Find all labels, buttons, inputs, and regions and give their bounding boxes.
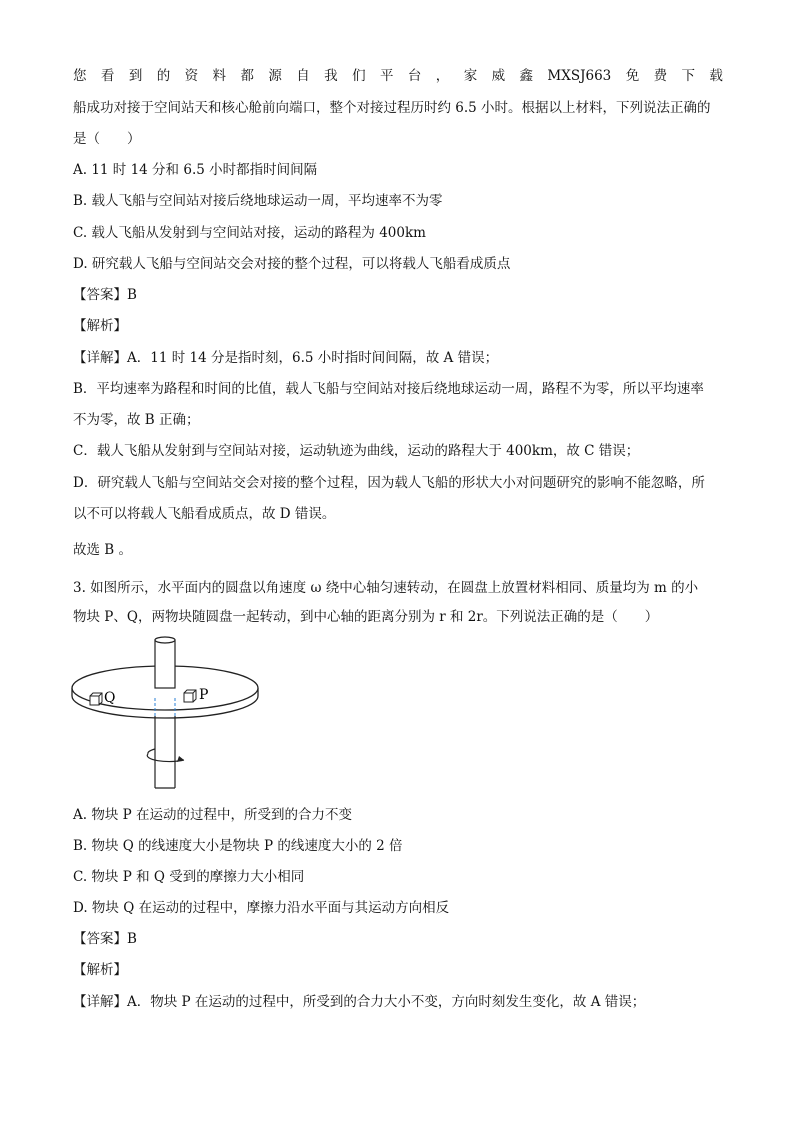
axis-upper xyxy=(155,640,175,688)
q3-analysis-heading: 【解析】 xyxy=(73,962,127,978)
q2-stem-line2: 是（ ） xyxy=(73,131,141,147)
q2-answer: 【答案】B xyxy=(73,287,137,303)
q2-stem-line1: 船成功对接于空间站天和核心舱前向端口，整个对接过程历时约 6.5 小时。根据以上材料，下列说法正确的 xyxy=(73,100,711,116)
q2-option-d: D. 研究载人飞船与空间站交会对接的整个过程，可以将载人飞船看成质点 xyxy=(73,256,511,272)
q2-detail-line: 不为零，故 B 正确； xyxy=(73,412,200,428)
header-char: 我 xyxy=(324,68,338,84)
header-char: 台 xyxy=(407,68,422,84)
q3-answer: 【答案】B xyxy=(73,931,137,947)
header-char: 资 xyxy=(184,68,199,84)
header-char: 鑫 xyxy=(519,68,533,84)
q3-option-d: D. 物块 Q 在运动的过程中，摩擦力沿水平面与其运动方向相反 xyxy=(73,900,450,916)
header-char: 源 xyxy=(268,68,282,84)
header-char: 家 xyxy=(463,68,478,84)
q2-detail-line: 以不可以将载人飞船看成质点，故 D 错误。 xyxy=(73,506,336,522)
q2-detail-line: C．载人飞船从发射到与空间站对接，运动轨迹为曲线，运动的路程大于 400km，故 C 错误； xyxy=(73,443,640,459)
header-char: 到 xyxy=(128,68,143,84)
header-char: MXSJ663 xyxy=(547,68,612,84)
q2-conclusion: 故选 B 。 xyxy=(73,542,133,558)
q3-option-a: A. 物块 P 在运动的过程中，所受到的合力不变 xyxy=(73,807,352,823)
header-source-line xyxy=(73,66,723,86)
header-char: 自 xyxy=(296,68,310,84)
header-char: 免 xyxy=(625,68,640,84)
rotation-arrow-tail xyxy=(148,749,155,754)
q3-detail-line: 【详解】A．物块 P 在运动的过程中，所受到的合力大小不变，方向时刻发生变化，故 A 错误； xyxy=(73,994,646,1010)
q3-option-c: C. 物块 P 和 Q 受到的摩擦力大小相同 xyxy=(73,869,305,885)
header-char: 费 xyxy=(653,68,668,84)
rotating-disk-figure xyxy=(60,636,270,796)
q2-option-a: A. 11 时 14 分和 6.5 小时都指时间间隔 xyxy=(73,162,318,178)
label-q: Q xyxy=(104,690,116,706)
q3-stem-line2: 物块 P、Q，两物块随圆盘一起转动，到中心轴的距离分别为 r 和 2r。下列说法正确的是（ ） xyxy=(73,609,659,625)
q2-detail-line: B．平均速率为路程和时间的比值，载人飞船与空间站对接后绕地球运动一周，路程不为零，所以平均速率 xyxy=(73,381,704,397)
q3-option-b: B. 物块 Q 的线速度大小是物块 P 的线速度大小的 2 倍 xyxy=(73,838,403,854)
header-char: 威 xyxy=(491,68,506,84)
label-p: P xyxy=(199,687,209,703)
q3-stem-line1: 3. 如图所示，水平面内的圆盘以角速度 ω 绕中心轴匀速转动，在圆盘上放置材料相同、质量均为 m 的小 xyxy=(73,580,699,596)
header-char: 您 xyxy=(73,68,87,84)
header-char: 的 xyxy=(156,68,171,84)
q2-option-b: B. 载人飞船与空间站对接后绕地球运动一周，平均速率不为零 xyxy=(73,193,443,209)
q2-option-c: C. 载人飞船从发射到与空间站对接，运动的路程为 400km xyxy=(73,225,426,241)
header-char: 下 xyxy=(681,68,695,84)
header-char: 们 xyxy=(352,68,366,84)
axis-top-cap xyxy=(155,637,175,643)
header-char: ， xyxy=(435,68,450,84)
header-char: 料 xyxy=(212,68,227,84)
q2-analysis-heading: 【解析】 xyxy=(73,318,127,334)
q2-detail-line: D．研究载人飞船与空间站交会对接的整个过程，因为载人飞船的形状大小对问题研究的影响不能忽略，所 xyxy=(73,475,705,491)
header-char: 看 xyxy=(100,68,115,84)
header-char: 平 xyxy=(379,68,394,84)
header-char: 载 xyxy=(709,68,723,84)
q2-detail-line: 【详解】A．11 时 14 分是指时刻，6.5 小时指时间间隔，故 A 错误； xyxy=(73,350,499,366)
header-char: 都 xyxy=(240,68,254,84)
